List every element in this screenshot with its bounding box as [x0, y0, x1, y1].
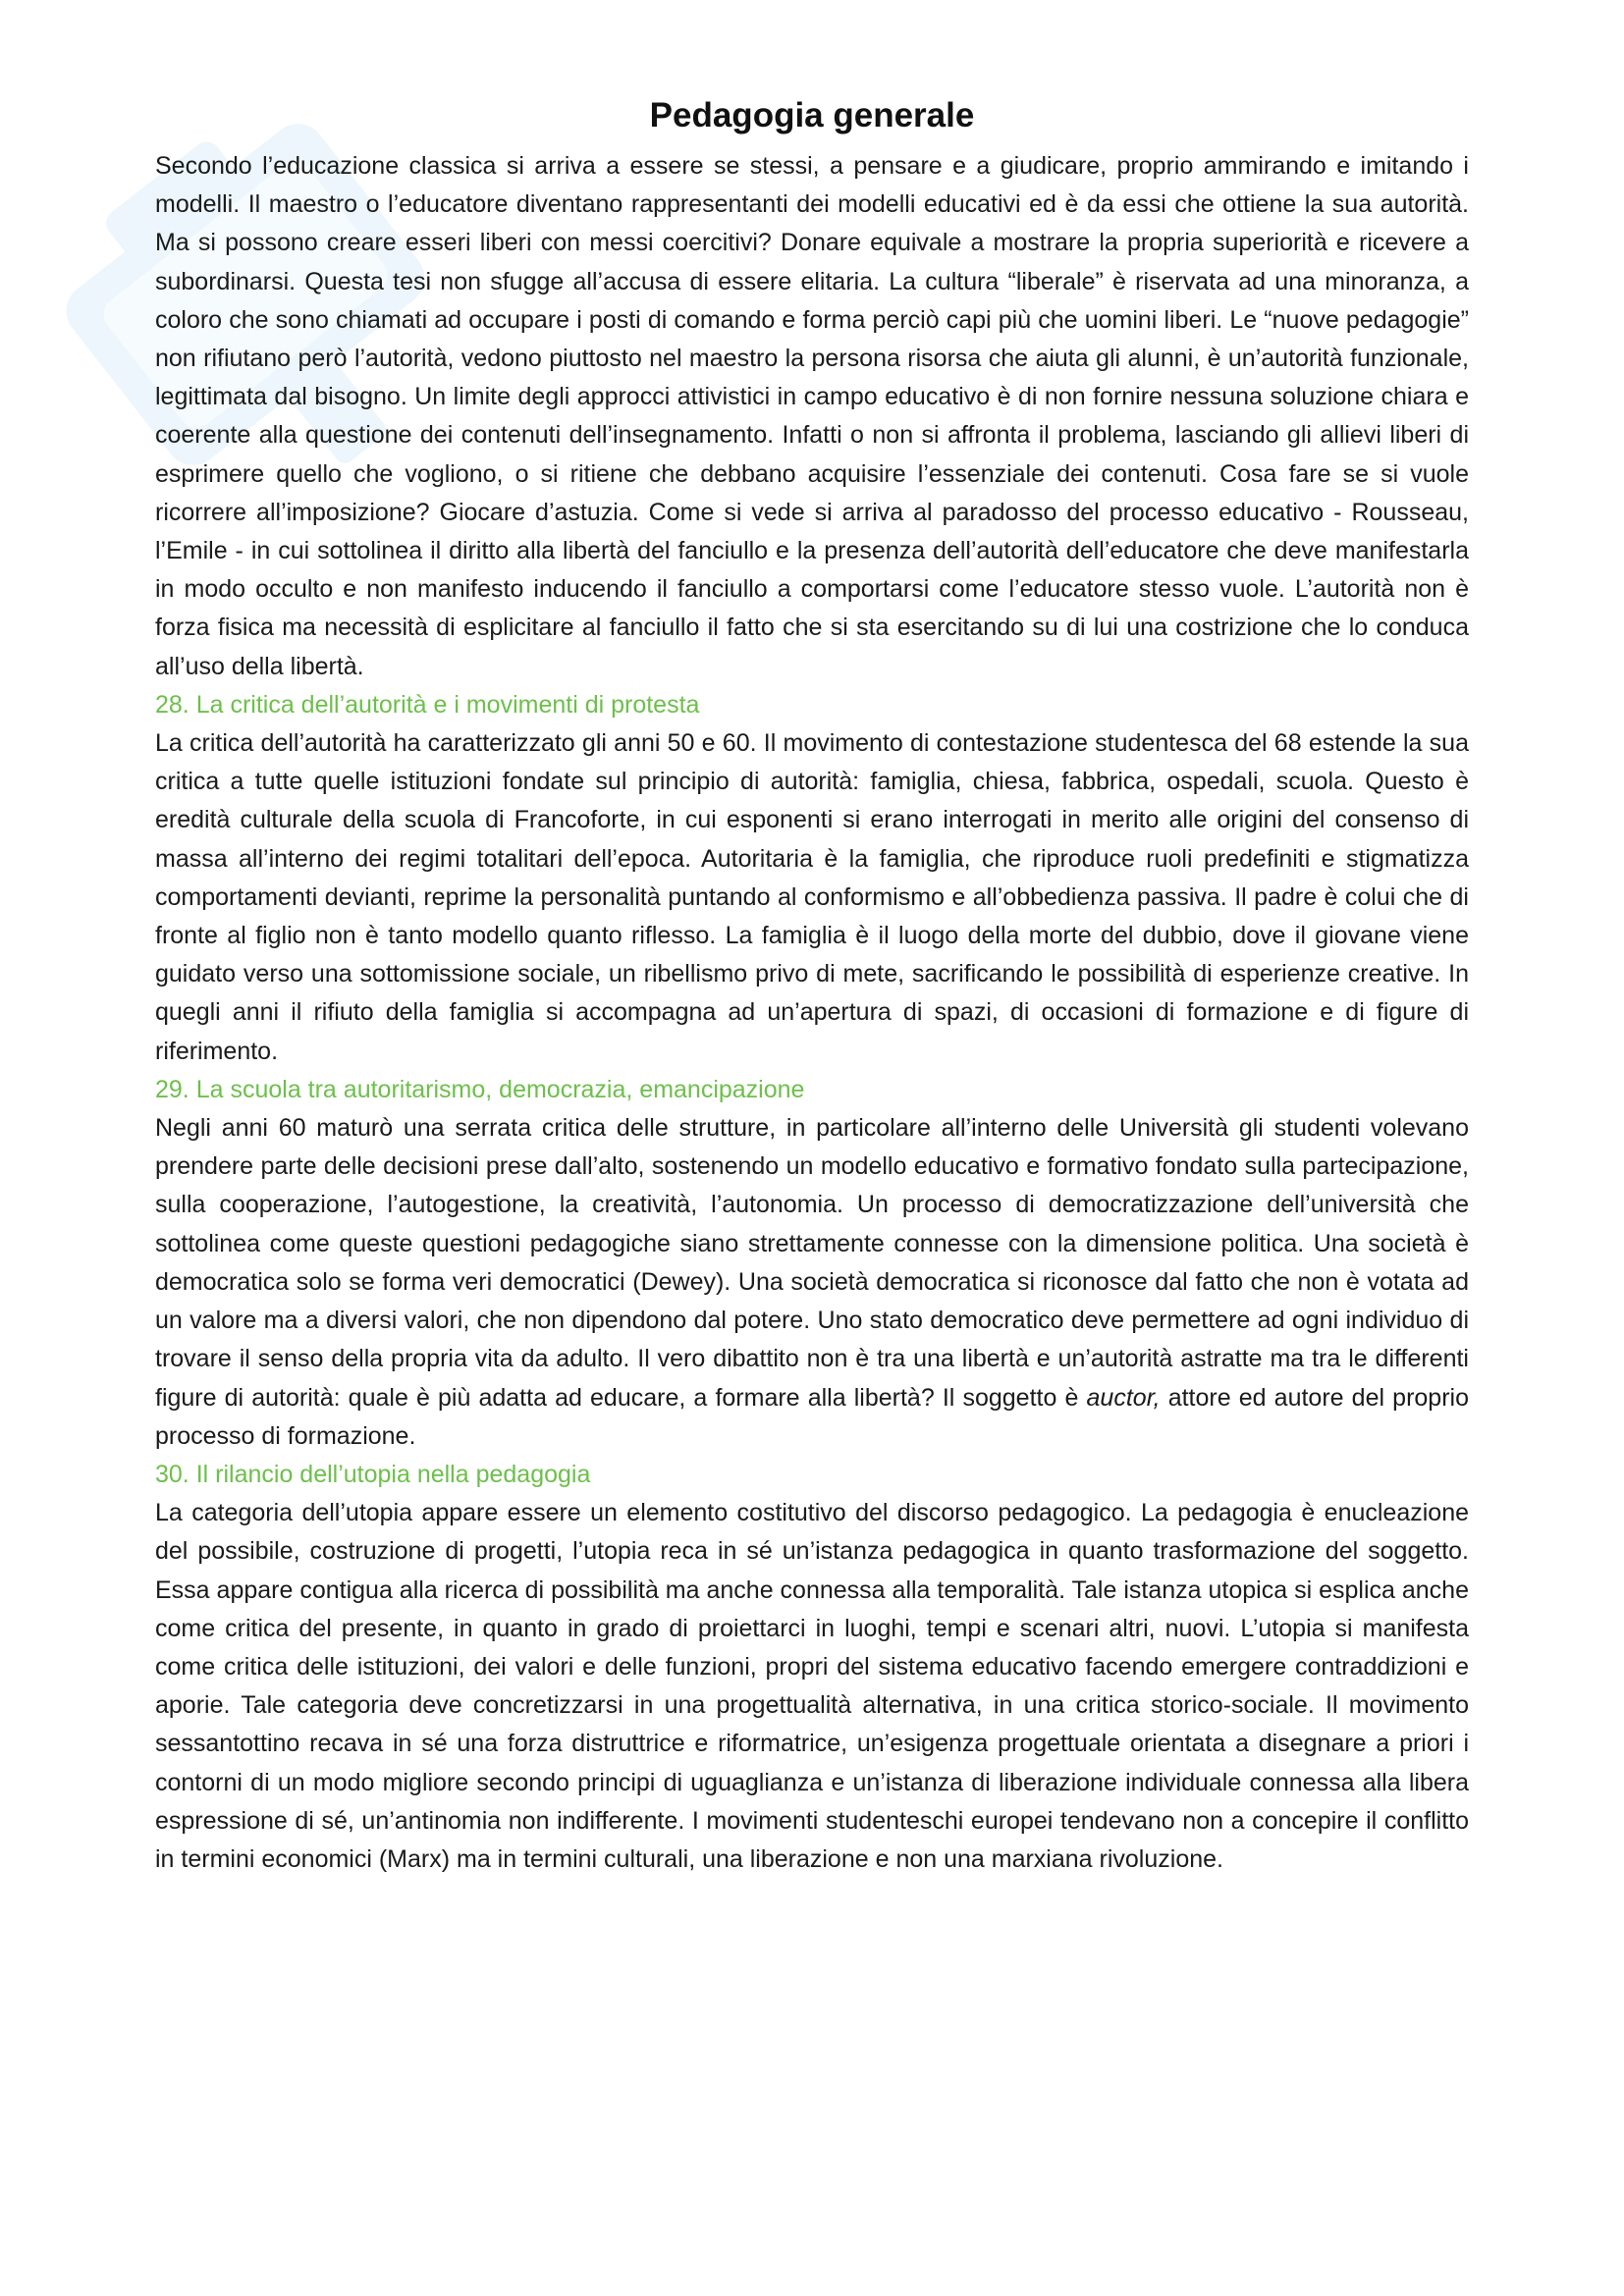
section-paragraph-text: Negli anni 60 maturò una serrata critica delle strutture, in particolare all’interno delle Università gli studenti volevano prendere parte delle decisioni prese dall’alto, sostenendo un modello educativo e formativo fondato sulla partecipazione, sulla cooperazione, l’autogestione, la creatività, l’autonomia. Un processo di democratizzazione dell’università che sottolinea come queste questioni pedagogiche siano strettamente connesse con la dimensione politica. Una società è democratica solo se forma veri democratici (Dewey). Una società democratica si riconosce dal fatto che non è votata ad un valore ma a diversi valori, che non dipendono dal potere. Uno stato democratico deve permettere ad ogni individuo di trovare il senso della propria vita da adulto. Il vero dibattito non è tra una libertà e un’autorità astratte ma tra le differenti figure di autorità: quale è più adatta ad educare, a formare alla libertà? Il soggetto è	[155, 1114, 1469, 1412]
section-29	[155, 1071, 1469, 1456]
section-30	[155, 1456, 1469, 1879]
italic-term: auctor,	[1086, 1383, 1161, 1412]
section-heading: 28. La critica dell’autorità e i movimenti di protesta	[155, 690, 700, 719]
section-heading: 29. La scuola tra autoritarismo, democrazia, emancipazione	[155, 1075, 805, 1103]
section-paragraph-text-end: attore ed autore del proprio processo di formazione.	[155, 1383, 1469, 1450]
page-title: Pedagogia generale	[649, 96, 975, 134]
section-heading: 30. Il rilancio dell’utopia nella pedagogia	[155, 1460, 591, 1488]
section-paragraph: La critica dell’autorità ha caratterizzato gli anni 50 e 60. Il movimento di contestazione studentesca del 68 estende la sua critica a tutte quelle istituzioni fondate sul principio di autorità: famiglia, chiesa, fabbrica, ospedali, scuola. Questo è eredità culturale della scuola di Francoforte, in cui esponenti si erano interrogati in merito alle origini del consenso di massa all’interno dei regimi totalitari dell’epoca. Autoritaria è la famiglia, che riproduce ruoli predefiniti e stigmatizza comportamenti devianti, reprime la personalità puntando al conformismo e all’obbedienza passiva. Il padre è colui che di fronte al figlio non è tanto modello quanto riflesso. La famiglia è il luogo della morte del dubbio, dove il giovane viene guidato verso una sottomissione sociale, un ribellismo privo di mete, sacrificando le possibilità di esperienze creative. In quegli anni il rifiuto della famiglia si accompagna ad un’apertura di spazi, di occasioni di formazione e di figure di riferimento.	[155, 729, 1469, 1065]
intro-paragraph: Secondo l’educazione classica si arriva a essere se stessi, a pensare e a giudicare, proprio ammirando e imitando i modelli. Il maestro o l’educatore diventano rappresentanti dei modelli educativi ed è da essi che ottiene la sua autorità. Ma si possono creare esseri liberi con messi coercitivi? Donare equivale a mostrare la propria superiorità e ricevere a subordinarsi. Questa tesi non sfugge all’accusa di essere elitaria. La cultura “liberale” è riservata ad una minoranza, a coloro che sono chiamati ad occupare i posti di comando e forma perciò capi più che uomini liberi. Le “nuove pedagogie” non rifiutano però l’autorità, vedono piuttosto nel maestro la persona risorsa che aiuta gli alunni, è un’autorità funzionale, legittimata dal bisogno. Un limite degli approcci attivistici in campo educativo è di non fornire nessuna soluzione chiara e coerente alla questione dei contenuti dell’insegnamento. Infatti o non si affronta il problema, lasciando gli allievi liberi di esprimere quello che vogliono, o si ritiene che debbano acquisire l’essenziale dei contenuti. Cosa fare se si vuole ricorrere all’imposizione? Giocare d’astuzia. Come si vede si arriva al paradosso del processo educativo - Rousseau, l’Emile - in cui sottolinea il diritto alla libertà del fanciullo e la presenza dell’autorità dell’educatore che deve manifestarla in modo occulto e non manifesto inducendo il fanciullo a comportarsi come l’educatore stesso vuole. L’autorità non è forza fisica ma necessità di esplicitare al fanciullo il fatto che si sta esercitando su di lui una costrizione che lo conduca all’uso della libertà.	[155, 152, 1469, 680]
section-paragraph	[155, 1109, 1469, 1456]
document-page	[155, 94, 1469, 1879]
section-28	[155, 686, 1469, 1071]
section-paragraph: La categoria dell’utopia appare essere un elemento costitutivo del discorso pedagogico. La pedagogia è enucleazione del possibile, costruzione di progetti, l’utopia reca in sé un’istanza pedagogica in quanto trasformazione del soggetto. Essa appare contigua alla ricerca di possibilità ma anche connessa alla temporalità. Tale istanza utopica si esplica anche come critica del presente, in quanto in grado di proiettarci in luoghi, tempi e scenari altri, nuovi. L’utopia si manifesta come critica delle istituzioni, dei valori e delle funzioni, propri del sistema educativo facendo emergere contraddizioni e aporie. Tale categoria deve concretizzarsi in una progettualità alternativa, in una critica storico-sociale. Il movimento sessantottino recava in sé una forza distruttrice e riformatrice, un’esigenza progettuale orientata a disegnare a priori i contorni di un modo migliore secondo principi di uguaglianza e un’istanza di liberazione individuale connessa alla libera espressione di sé, un’antinomia non indifferente. I movimenti studenteschi europei tendevano non a concepire il conflitto in termini economici (Marx) ma in termini culturali, una liberazione e non una marxiana rivoluzione.	[155, 1499, 1469, 1873]
